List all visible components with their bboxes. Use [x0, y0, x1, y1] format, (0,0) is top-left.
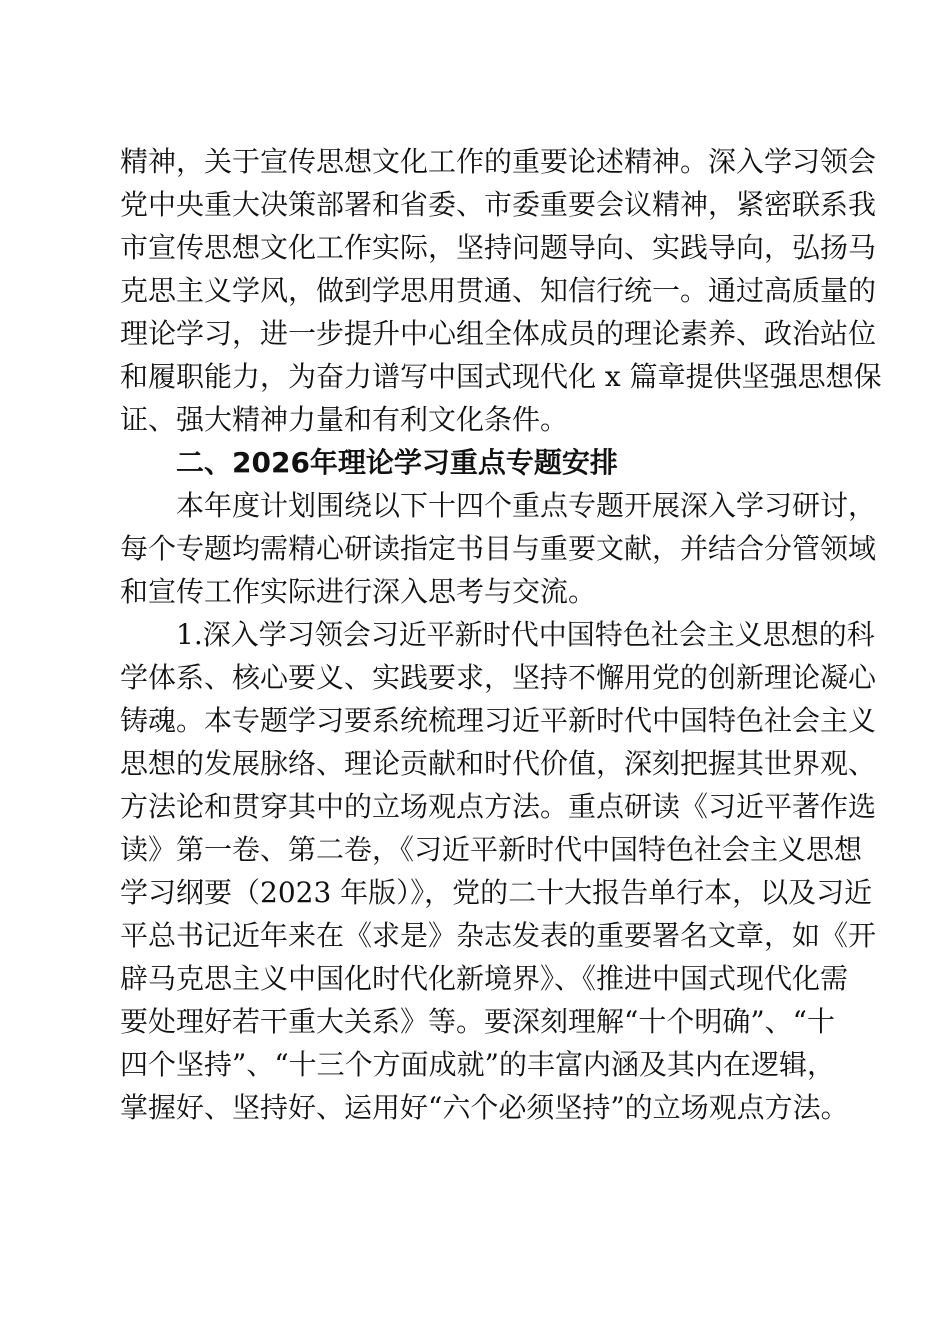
text-line: 铸魂。本专题学习要系统梳理习近平新时代中国特色社会主义 — [120, 704, 877, 737]
text-line: 要处理好若干重大关系》等。要深刻理解“十个明确”、“十 — [120, 1005, 835, 1038]
section-heading: 二、2026年理论学习重点专题安排 — [176, 446, 618, 479]
text-line: 1.深入学习领会习近平新时代中国特色社会主义思想的科 — [120, 618, 875, 651]
text-line: 精神，关于宣传思想文化工作的重要论述精神。深入学习领会 — [120, 145, 877, 178]
text-line: 证、强大精神力量和有利文化条件。 — [120, 403, 569, 436]
text-line: 读》第一卷、第二卷，《习近平新时代中国特色社会主义思想 — [120, 833, 863, 866]
text-line: 四个坚持”、“十三个方面成就”的丰富内涵及其内在逻辑， — [120, 1048, 835, 1081]
paragraph-overview — [120, 484, 877, 613]
text-line: 学体系、核心要义、实践要求，坚持不懈用党的创新理论凝心 — [120, 661, 877, 694]
text-line: 学习纲要（2023 年版）》，党的二十大报告单行本，以及习近 — [120, 876, 873, 909]
text-line: 和宣传工作实际进行深入思考与交流。 — [120, 575, 597, 608]
text-line: 和履职能力，为奋力谱写中国式现代化 x 篇章提供坚强思想保 — [120, 360, 882, 393]
text-line: 克思主义学风，做到学思用贯通、知信行统一。通过高质量的 — [120, 274, 877, 307]
text-line: 方法论和贯穿其中的立场观点方法。重点研读《习近平著作选 — [120, 790, 877, 823]
text-line: 平总书记近年来在《求是》杂志发表的重要署名文章，如《开 — [120, 919, 877, 952]
paragraph-intro-continued — [120, 140, 882, 441]
text-line: 理论学习，进一步提升中心组全体成员的理论素养、政治站位 — [120, 317, 877, 350]
document-page — [120, 140, 882, 1129]
text-line: 本年度计划围绕以下十四个重点专题开展深入学习研讨， — [120, 489, 877, 522]
text-line: 辟马克思主义中国化时代化新境界》、《推进中国式现代化需 — [120, 962, 849, 995]
text-line: 每个专题均需精心研读指定书目与重要文献，并结合分管领域 — [120, 532, 877, 565]
text-line: 思想的发展脉络、理论贡献和时代价值，深刻把握其世界观、 — [120, 747, 877, 780]
text-line: 党中央重大决策部署和省委、市委重要会议精神，紧密联系我 — [120, 188, 877, 221]
text-line: 市宣传思想文化工作实际，坚持问题导向、实践导向，弘扬马 — [120, 231, 877, 264]
text-line: 掌握好、坚持好、运用好“六个必须坚持”的立场观点方法。 — [120, 1091, 849, 1124]
paragraph-topic-1 — [120, 613, 877, 1129]
